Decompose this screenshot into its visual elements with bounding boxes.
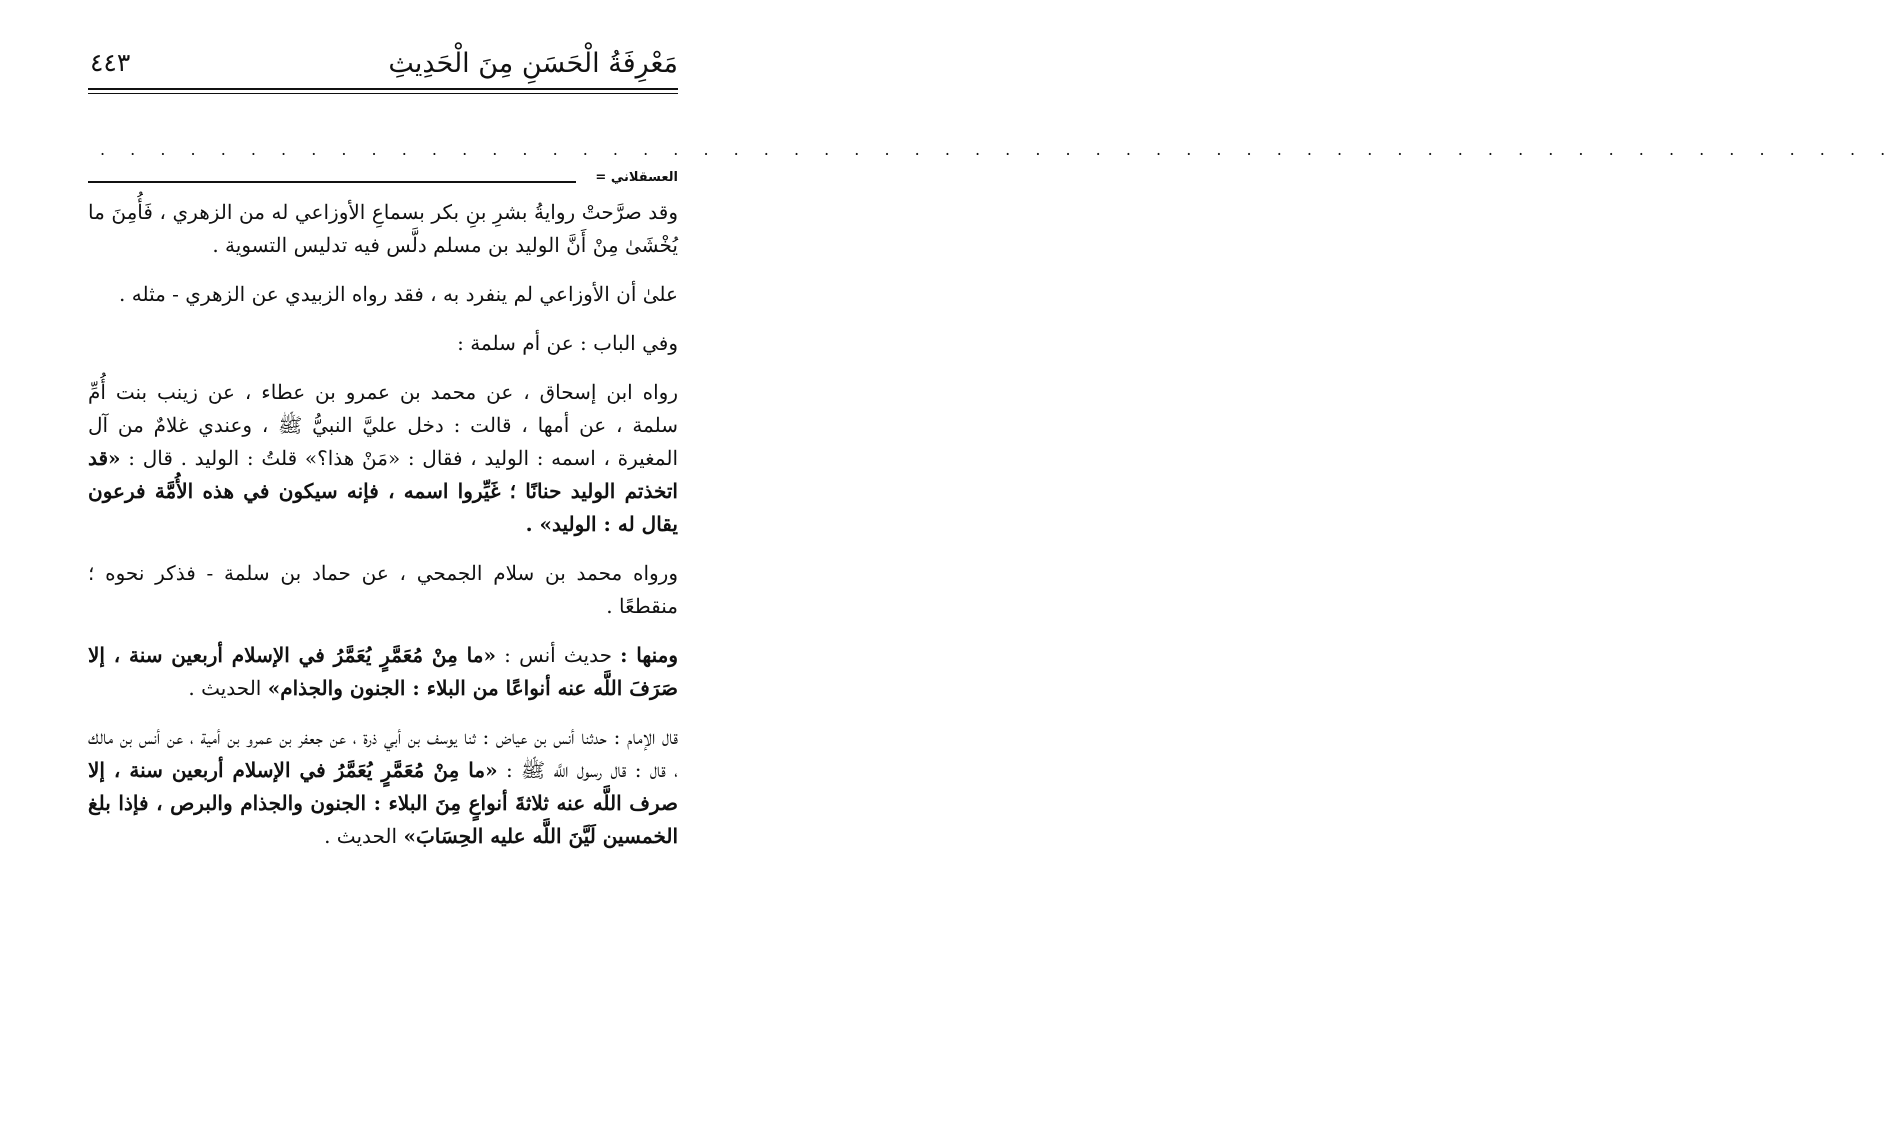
paragraph [88, 721, 678, 853]
paragraph [88, 278, 678, 311]
dotted-separator: . . . . . . . . . . . . . . . . . . . . . . . . . . . . . . . . . . . . . . . . . . . . . . . . . . . . . . . . . . . . [100, 140, 1895, 159]
paragraph-text: الحديث . [324, 824, 398, 848]
main-text [88, 196, 678, 853]
hadith-quote: «ما مِنْ مُعَمَّرٍ يُعَمَّرُ في الإسلام أربعين سنة ، إلا صرف اللَّه عنه ثلاثةَ أنواعٍ مِنَ البلاء : الجنون والجذام والبرص ، فإذا بلغ الخمسين لَيَّنَ اللَّه عليه الحِسَابَ» [88, 758, 678, 848]
header-rule-thin [88, 93, 678, 94]
section-divider [88, 170, 678, 194]
paragraph [88, 639, 678, 705]
paragraph [88, 557, 678, 623]
paragraph-text: الحديث . [188, 676, 262, 700]
paragraph [88, 196, 678, 262]
hadith-quote: «قد اتخذتم الوليد حنانًا ؛ غَيِّروا اسمه ، فإنه سيكون في هذه الأُمَّة فرعون يقال له : الوليد» . [88, 446, 678, 536]
paragraph-text: قال الإمام : حدثنا أنس بن عياض : ثنا يوسف بن أبي ذرة ، عن جعفر بن عمرو بن أمية ، عن أنس بن مالك ، قال : قال رسول اللَّه ﷺ : [88, 725, 678, 782]
paragraph [88, 327, 678, 360]
paragraph-text: وقد صرَّحتْ روايةُ بشرِ بنِ بكر بسماعِ الأوزاعي له من الزهري ، فَأُمِنَ ما يُخْشَىٰ مِنْ أَنَّ الوليد بن مسلم دلَّس فيه تدليس التسوية . [88, 200, 678, 257]
section-label: العسقلاني = [595, 170, 678, 185]
paragraph [88, 376, 678, 541]
page-header [88, 44, 678, 88]
paragraph-text: رواه ابن إسحاق ، عن محمد بن عمرو بن عطاء ، عن زينب بنت أُمِّ سلمة ، عن أمها ، قالت : دخل عليَّ النبيُّ ﷺ ، وعندي غلامٌ من آل المغيرة ، اسمه : الوليد ، فقال : «مَنْ هذا؟» قلتُ : الوليد . قال : [88, 380, 679, 470]
paragraph-text: حديث أنس : [504, 643, 612, 667]
page-number: ٤٤٣ [90, 48, 131, 77]
paragraph-text: علىٰ أن الأوزاعي لم ينفرد به ، فقد رواه الزبيدي عن الزهري - مثله . [119, 282, 678, 306]
lead-word: ومنها : [620, 643, 679, 667]
paragraph-text: ورواه محمد بن سلام الجمحي ، عن حماد بن سلمة - فذكر نحوه ؛ منقطعًا . [88, 561, 678, 618]
section-divider-line [88, 181, 576, 183]
paragraph-text: وفي الباب : عن أم سلمة : [457, 331, 678, 355]
hadith-quote: «ما مِنْ مُعَمَّرٍ يُعَمَّرُ في الإسلام أربعين سنة ، إلا صَرَفَ اللَّه عنه أنواعًا من البلاء : الجنون والجذام» [88, 643, 678, 700]
running-title: مَعْرِفَةُ الْحَسَنِ مِنَ الْحَدِيثِ [388, 48, 678, 79]
header-rule-thick [88, 88, 678, 90]
